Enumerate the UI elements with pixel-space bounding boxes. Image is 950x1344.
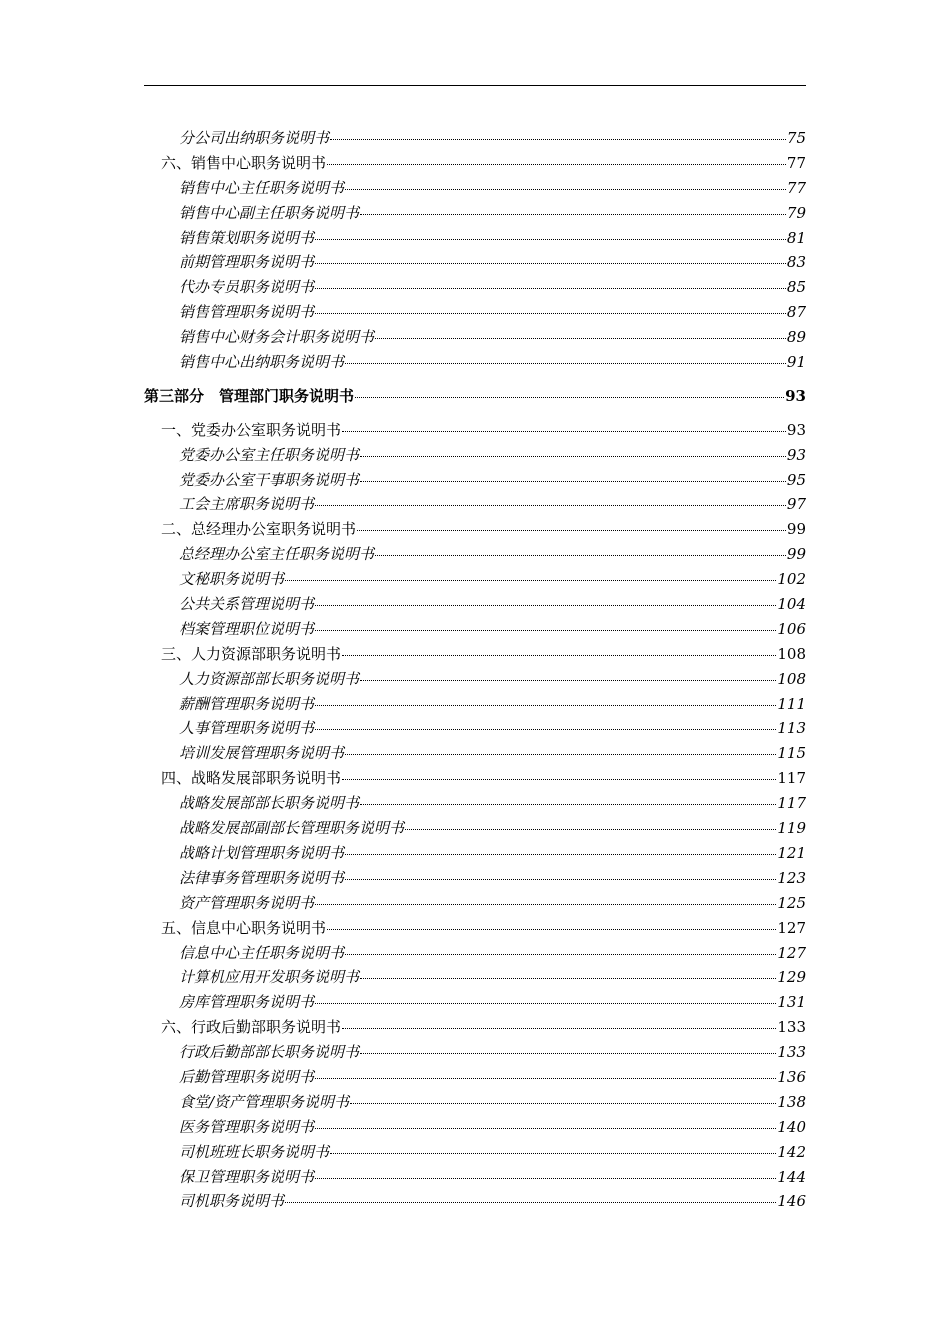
toc-page-number: 111 (777, 694, 806, 713)
toc-dot-leader (285, 1201, 776, 1203)
toc-dot-leader (330, 1152, 776, 1154)
toc-entry-title: 二、总经理办公室职务说明书 (161, 520, 357, 539)
toc-dot-leader (315, 728, 776, 730)
toc-entry-title: 战略计划管理职务说明书 (179, 843, 345, 862)
toc-section-entry[interactable] (144, 916, 806, 941)
toc-page-number: 133 (777, 1018, 806, 1037)
toc-page-number: 99 (786, 520, 806, 539)
toc-page-number: 93 (786, 445, 806, 464)
toc-page-number: 140 (777, 1117, 806, 1136)
toc-subsection-entry[interactable] (144, 492, 806, 517)
toc-dot-leader (375, 554, 786, 556)
toc-dot-leader (315, 1077, 776, 1079)
toc-page-number: 108 (777, 644, 806, 663)
toc-dot-leader (315, 604, 776, 606)
toc-page-number: 93 (785, 386, 806, 405)
toc-page-number: 131 (777, 993, 806, 1012)
toc-page-number: 83 (786, 253, 806, 272)
toc-dot-leader (357, 529, 786, 531)
toc-page-number: 81 (786, 228, 806, 247)
toc-entry-title: 销售策划职务说明书 (179, 228, 315, 247)
toc-dot-leader (315, 1002, 776, 1004)
toc-entry-title: 代办专员职务说明书 (179, 278, 315, 297)
toc-dot-leader (315, 629, 776, 631)
toc-page-number: 127 (777, 943, 806, 962)
toc-part-heading[interactable] (144, 384, 806, 409)
toc-dot-leader (315, 312, 786, 314)
toc-page-number: 125 (777, 893, 806, 912)
toc-subsection-entry[interactable] (144, 226, 806, 251)
toc-subsection-entry[interactable] (144, 667, 806, 692)
toc-page-number: 95 (786, 470, 806, 489)
toc-entry-title: 资产管理职务说明书 (179, 893, 315, 912)
toc-subsection-entry[interactable] (144, 1090, 806, 1115)
toc-dot-leader (360, 679, 776, 681)
toc-subsection-entry[interactable] (144, 350, 806, 375)
toc-subsection-entry[interactable] (144, 468, 806, 493)
toc-page-number: 138 (777, 1092, 806, 1111)
toc-entry-title: 食堂/资产管理职务说明书 (179, 1092, 350, 1111)
toc-subsection-entry[interactable] (144, 1040, 806, 1065)
toc-section-entry[interactable] (144, 642, 806, 667)
toc-entry-title: 培训发展管理职务说明书 (179, 744, 345, 763)
toc-dot-leader (315, 1177, 776, 1179)
toc-dot-leader (375, 337, 786, 339)
toc-subsection-entry[interactable] (144, 716, 806, 741)
toc-entry-title: 计算机应用开发职务说明书 (179, 968, 360, 987)
toc-section-entry[interactable] (144, 517, 806, 542)
toc-page-number: 144 (777, 1167, 806, 1186)
toc-page-number: 113 (777, 719, 806, 738)
toc-dot-leader (360, 480, 786, 482)
toc-dot-leader (315, 504, 786, 506)
toc-page-number: 77 (786, 153, 806, 172)
toc-dot-leader (345, 753, 776, 755)
toc-dot-leader (315, 704, 776, 706)
toc-entry-title: 党委办公室干事职务说明书 (179, 470, 360, 489)
toc-page-number: 115 (777, 744, 806, 763)
toc-subsection-entry[interactable] (144, 965, 806, 990)
toc-subsection-entry[interactable] (144, 1065, 806, 1090)
toc-entry-title: 司机班班长职务说明书 (179, 1142, 330, 1161)
toc-subsection-entry[interactable] (144, 841, 806, 866)
toc-entry-title: 销售中心财务会计职务说明书 (179, 328, 375, 347)
toc-subsection-entry[interactable] (144, 300, 806, 325)
toc-subsection-entry[interactable] (144, 542, 806, 567)
toc-subsection-entry[interactable] (144, 692, 806, 717)
toc-dot-leader (350, 1102, 776, 1104)
toc-entry-title: 前期管理职务说明书 (179, 253, 315, 272)
toc-entry-title: 第三部分 管理部门职务说明书 (144, 386, 355, 405)
toc-dot-leader (327, 928, 776, 930)
toc-entry-title: 一、党委办公室职务说明书 (161, 420, 342, 439)
toc-entry-title: 医务管理职务说明书 (179, 1117, 315, 1136)
toc-dot-leader (360, 213, 786, 215)
toc-subsection-entry[interactable] (144, 1115, 806, 1140)
toc-entry-title: 文秘职务说明书 (179, 570, 285, 589)
toc-entry-title: 行政后勤部部长职务说明书 (179, 1043, 360, 1062)
toc-entry-title: 党委办公室主任职务说明书 (179, 445, 360, 464)
toc-entry-title: 公共关系管理说明书 (179, 595, 315, 614)
toc-page-number: 127 (777, 918, 806, 937)
toc-subsection-entry[interactable] (144, 250, 806, 275)
toc-dot-leader (345, 188, 786, 190)
toc-dot-leader (285, 579, 776, 581)
toc-subsection-entry[interactable] (144, 1165, 806, 1190)
toc-dot-leader (345, 878, 776, 880)
toc-subsection-entry[interactable] (144, 201, 806, 226)
toc-entry-title: 六、销售中心职务说明书 (161, 153, 327, 172)
toc-dot-leader (345, 853, 776, 855)
toc-dot-leader (360, 803, 776, 805)
toc-page-number: 108 (777, 669, 806, 688)
toc-entry-title: 薪酬管理职务说明书 (179, 694, 315, 713)
toc-page-number: 119 (777, 819, 806, 838)
toc-entry-title: 后勤管理职务说明书 (179, 1067, 315, 1086)
toc-subsection-entry[interactable] (144, 891, 806, 916)
toc-dot-leader (342, 654, 776, 656)
toc-entry-title: 房库管理职务说明书 (179, 993, 315, 1012)
toc-page-number: 93 (786, 420, 806, 439)
toc-entry-title: 四、战略发展部职务说明书 (161, 769, 342, 788)
toc-subsection-entry[interactable] (144, 1189, 806, 1214)
toc-dot-leader (360, 977, 776, 979)
toc-section-entry[interactable] (144, 766, 806, 791)
toc-dot-leader (355, 396, 784, 398)
toc-entry-title: 信息中心主任职务说明书 (179, 943, 345, 962)
toc-subsection-entry[interactable] (144, 1140, 806, 1165)
toc-entry-title: 销售中心主任职务说明书 (179, 178, 345, 197)
toc-entry-title: 销售中心副主任职务说明书 (179, 203, 360, 222)
toc-entry-title: 保卫管理职务说明书 (179, 1167, 315, 1186)
toc-subsection-entry[interactable] (144, 176, 806, 201)
toc-dot-leader (342, 1027, 776, 1029)
toc-page-number: 102 (777, 570, 806, 589)
toc-subsection-entry[interactable] (144, 126, 806, 151)
toc-dot-leader (342, 778, 776, 780)
toc-page-number: 117 (777, 794, 806, 813)
toc-entry-title: 销售中心出纳职务说明书 (179, 353, 345, 372)
toc-page-number: 142 (777, 1142, 806, 1161)
toc-dot-leader (342, 430, 786, 432)
toc-page-number: 121 (777, 843, 806, 862)
toc-dot-leader (315, 287, 786, 289)
toc-subsection-entry[interactable] (144, 325, 806, 350)
toc-page-number: 97 (786, 495, 806, 514)
toc-subsection-entry[interactable] (144, 941, 806, 966)
toc-page-number: 104 (777, 595, 806, 614)
toc-section-entry[interactable] (144, 418, 806, 443)
toc-entry-title: 战略发展部副部长管理职务说明书 (179, 819, 405, 838)
toc-page-number: 106 (777, 619, 806, 638)
toc-dot-leader (315, 238, 786, 240)
toc-page-number: 75 (786, 129, 806, 147)
toc-entry-title: 工会主席职务说明书 (179, 495, 315, 514)
toc-dot-leader (315, 1127, 776, 1129)
toc-page-number: 89 (786, 328, 806, 347)
toc-entry-title: 人事管理职务说明书 (179, 719, 315, 738)
toc-subsection-entry[interactable] (144, 816, 806, 841)
toc-entry-title: 司机职务说明书 (179, 1192, 285, 1211)
toc-page-number: 87 (786, 303, 806, 322)
toc-page-number: 85 (786, 278, 806, 297)
toc-entry-title: 销售管理职务说明书 (179, 303, 315, 322)
table-of-contents (144, 126, 806, 1214)
toc-subsection-entry[interactable] (144, 741, 806, 766)
header-rule (144, 85, 806, 86)
toc-subsection-entry[interactable] (144, 275, 806, 300)
toc-page-number: 91 (786, 353, 806, 372)
toc-entry-title: 六、行政后勤部职务说明书 (161, 1018, 342, 1037)
toc-dot-leader (345, 953, 776, 955)
toc-page-number: 79 (786, 203, 806, 222)
toc-dot-leader (405, 828, 776, 830)
toc-subsection-entry[interactable] (144, 567, 806, 592)
toc-entry-title: 三、人力资源部职务说明书 (161, 644, 342, 663)
toc-page-number: 146 (777, 1192, 806, 1211)
toc-dot-leader (327, 163, 786, 165)
toc-page-number: 99 (786, 545, 806, 564)
toc-entry-title: 人力资源部部长职务说明书 (179, 669, 360, 688)
toc-entry-title: 五、信息中心职务说明书 (161, 918, 327, 937)
toc-subsection-entry[interactable] (144, 791, 806, 816)
toc-page-number: 133 (777, 1043, 806, 1062)
toc-dot-leader (360, 1052, 776, 1054)
toc-dot-leader (330, 138, 786, 140)
toc-page-number: 123 (777, 868, 806, 887)
toc-entry-title: 战略发展部部长职务说明书 (179, 794, 360, 813)
toc-page-number: 129 (777, 968, 806, 987)
toc-section-entry[interactable] (144, 151, 806, 176)
toc-dot-leader (360, 455, 786, 457)
toc-dot-leader (315, 262, 786, 264)
toc-page-number: 136 (777, 1067, 806, 1086)
toc-dot-leader (315, 903, 776, 905)
toc-dot-leader (345, 362, 786, 364)
toc-section-entry[interactable] (144, 1015, 806, 1040)
toc-subsection-entry[interactable] (144, 617, 806, 642)
toc-page-number: 77 (786, 178, 806, 197)
toc-subsection-entry[interactable] (144, 592, 806, 617)
toc-subsection-entry[interactable] (144, 990, 806, 1015)
toc-subsection-entry[interactable] (144, 443, 806, 468)
toc-entry-title: 分公司出纳职务说明书 (179, 129, 330, 147)
toc-page-number: 117 (777, 769, 806, 788)
toc-subsection-entry[interactable] (144, 866, 806, 891)
toc-entry-title: 法律事务管理职务说明书 (179, 868, 345, 887)
toc-entry-title: 总经理办公室主任职务说明书 (179, 545, 375, 564)
toc-entry-title: 档案管理职位说明书 (179, 619, 315, 638)
